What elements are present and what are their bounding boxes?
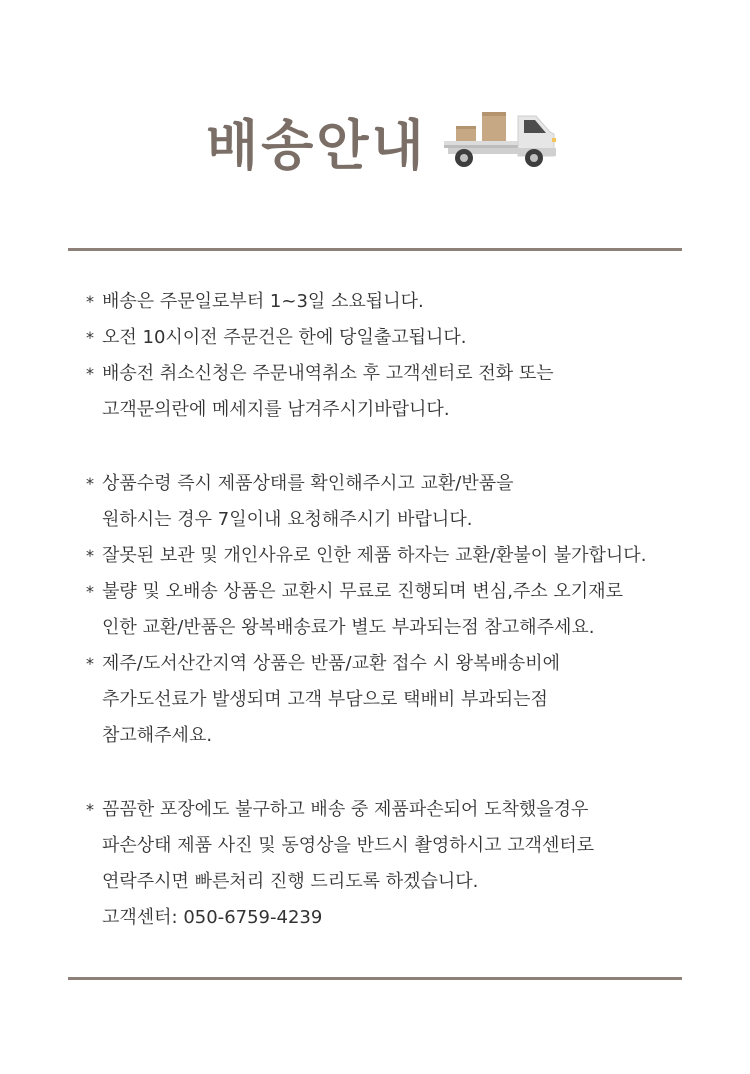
bullet-asterisk: *	[86, 800, 94, 819]
notice-section-returns	[86, 466, 706, 754]
notice-line: * 배송전 취소신청은 주문내역취소 후 고객센터로 전화 또는	[86, 356, 706, 392]
shipping-notice	[86, 284, 706, 936]
bullet-asterisk: *	[86, 292, 94, 311]
notice-line: 고객문의란에 메세지를 남겨주시기바랍니다.	[102, 399, 450, 420]
notice-line: * 배송은 주문일로부터 1~3일 소요됩니다.	[86, 284, 706, 320]
notice-line: * 오전 10시이전 주문건은 한에 당일출고됩니다.	[86, 320, 706, 356]
notice-line: * 꼼꼼한 포장에도 불구하고 배송 중 제품파손되어 도착했을경우	[86, 792, 706, 828]
notice-line: 추가도선료가 발생되며 고객 부담으로 택배비 부과되는점	[102, 689, 548, 710]
bullet-asterisk: *	[86, 582, 94, 601]
notice-line: 파손상태 제품 사진 및 동영상을 반드시 촬영하시고 고객센터로	[102, 835, 595, 856]
bullet-asterisk: *	[86, 654, 94, 673]
bullet-asterisk: *	[86, 474, 94, 493]
notice-line: 연락주시면 빠른처리 진행 드리도록 하겠습니다.	[102, 871, 479, 892]
notice-line: 참고해주세요.	[102, 725, 213, 746]
notice-section-damage	[86, 792, 706, 936]
bottom-divider	[68, 977, 682, 980]
bullet-asterisk: *	[86, 364, 94, 383]
notice-line: * 제주/도서산간지역 상품은 반품/교환 접수 시 왕복배송비에	[86, 646, 706, 682]
delivery-truck-icon	[440, 108, 566, 180]
notice-line: * 불량 및 오배송 상품은 교환시 무료로 진행되며 변심,주소 오기재로	[86, 574, 706, 610]
notice-section-delivery	[86, 284, 706, 428]
header	[0, 100, 750, 190]
bullet-asterisk: *	[86, 546, 94, 565]
customer-center-phone: 고객센터: 050-6759-4239	[102, 907, 323, 928]
page-title: 배송안내	[206, 114, 427, 177]
notice-line: 원하시는 경우 7일이내 요청해주시기 바랍니다.	[102, 509, 473, 530]
top-divider	[68, 248, 682, 251]
notice-line: * 상품수령 즉시 제품상태를 확인해주시고 교환/반품을	[86, 466, 706, 502]
notice-line: 인한 교환/반품은 왕복배송료가 별도 부과되는점 참고해주세요.	[102, 617, 595, 638]
bullet-asterisk: *	[86, 328, 94, 347]
notice-line: * 잘못된 보관 및 개인사유로 인한 제품 하자는 교환/환불이 불가합니다.	[86, 538, 706, 574]
